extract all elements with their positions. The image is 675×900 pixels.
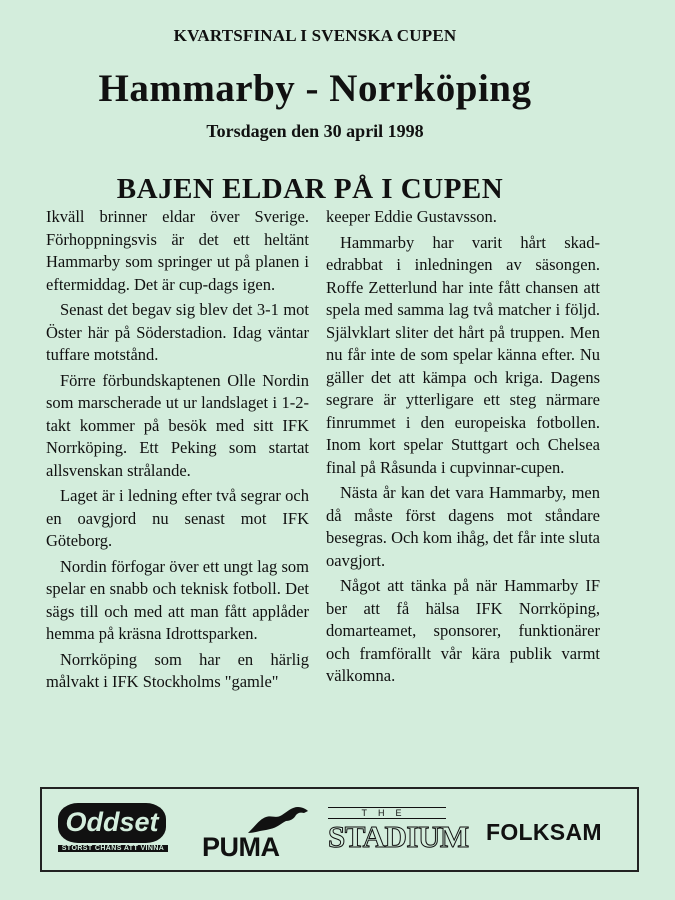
puma-cat-icon bbox=[246, 805, 310, 835]
oddset-logo: Oddset STÖRST CHANS ATT VINNA bbox=[58, 803, 168, 852]
paragraph: Laget är i ledning efter två segrar och en oavgjord nu senast mot IFK Göteborg. bbox=[46, 486, 309, 550]
paragraph: Förre förbundskaptenen Olle Nordin som marscherade ut ur landslaget i 1-2-takt kommer på besök med sitt IFK Norrköping. Ett Peking som startat allsvenskan strålande. bbox=[46, 370, 309, 480]
article-headline: BAJEN ELDAR PÅ I CUPEN bbox=[116, 173, 504, 205]
stadium-logo: THE STADIUM bbox=[328, 808, 469, 854]
article-column-right bbox=[326, 206, 600, 691]
puma-logo: PUMA bbox=[202, 805, 297, 863]
paragraph: Norrköping som har en härlig målvakt i IFK Stockholms "gamle" bbox=[46, 649, 309, 691]
paragraph: keeper Eddie Gustavsson. bbox=[326, 207, 497, 226]
article-column-left bbox=[46, 206, 309, 697]
match-title: Hammarby - Norrköping bbox=[98, 67, 532, 110]
paragraph: Senast det begav sig blev det 3-1 mot Öster här på Söderstadion. Idag väntar tuffare motstånd. bbox=[46, 300, 309, 364]
paragraph: Nordin förfogar över ett ungt lag som spelar en snabb och teknisk fotboll. Det sägs till och med att man fått applåder hemma på kräsna Idrottsparken. bbox=[46, 556, 309, 643]
paragraph: Hammarby har varit hårt skad-edrabbat i inledningen av säsongen. Roffe Zetterlund har inte fått chansen att spela med samma lag två matcher i följd. Självklart sliter det hårt på truppen. Men nu får inte de som spelar känna efter. Nu gäller det att kämpa och kriga. Dagens segrare är ytterligare ett steg närmare finrummet i den europeiska fotbollen. Inom kort spelar Stuttgart och Chelsea final på Råsunda i cupvinnar-cupen. bbox=[326, 232, 600, 477]
folksam-logo: FOLKSAM bbox=[486, 819, 602, 845]
match-date: Torsdagen den 30 april 1998 bbox=[206, 121, 424, 141]
sponsor-box bbox=[40, 787, 639, 872]
paragraph: Ikväll brinner eldar över Sverige. Förhoppningsvis är det ett heltänt Hammarby som springer ut på planen i eftermiddag. Det är cup-dags igen. bbox=[46, 207, 309, 294]
paragraph: Något att tänka på när Hammarby IF ber att få hälsa IFK Norrköping, domarteamet, sponsorer, funktionärer och framförallt vår kära publik varmt välkomna. bbox=[326, 576, 600, 685]
kicker-heading: KVARTSFINAL I SVENSKA CUPEN bbox=[173, 26, 457, 45]
paragraph: Nästa år kan det vara Hammarby, men då måste först dagens mot ståndare besegras. Och kom ihåg, det får inte sluta oavgjort. bbox=[326, 483, 600, 570]
oddset-tagline: STÖRST CHANS ATT VINNA bbox=[58, 845, 168, 852]
